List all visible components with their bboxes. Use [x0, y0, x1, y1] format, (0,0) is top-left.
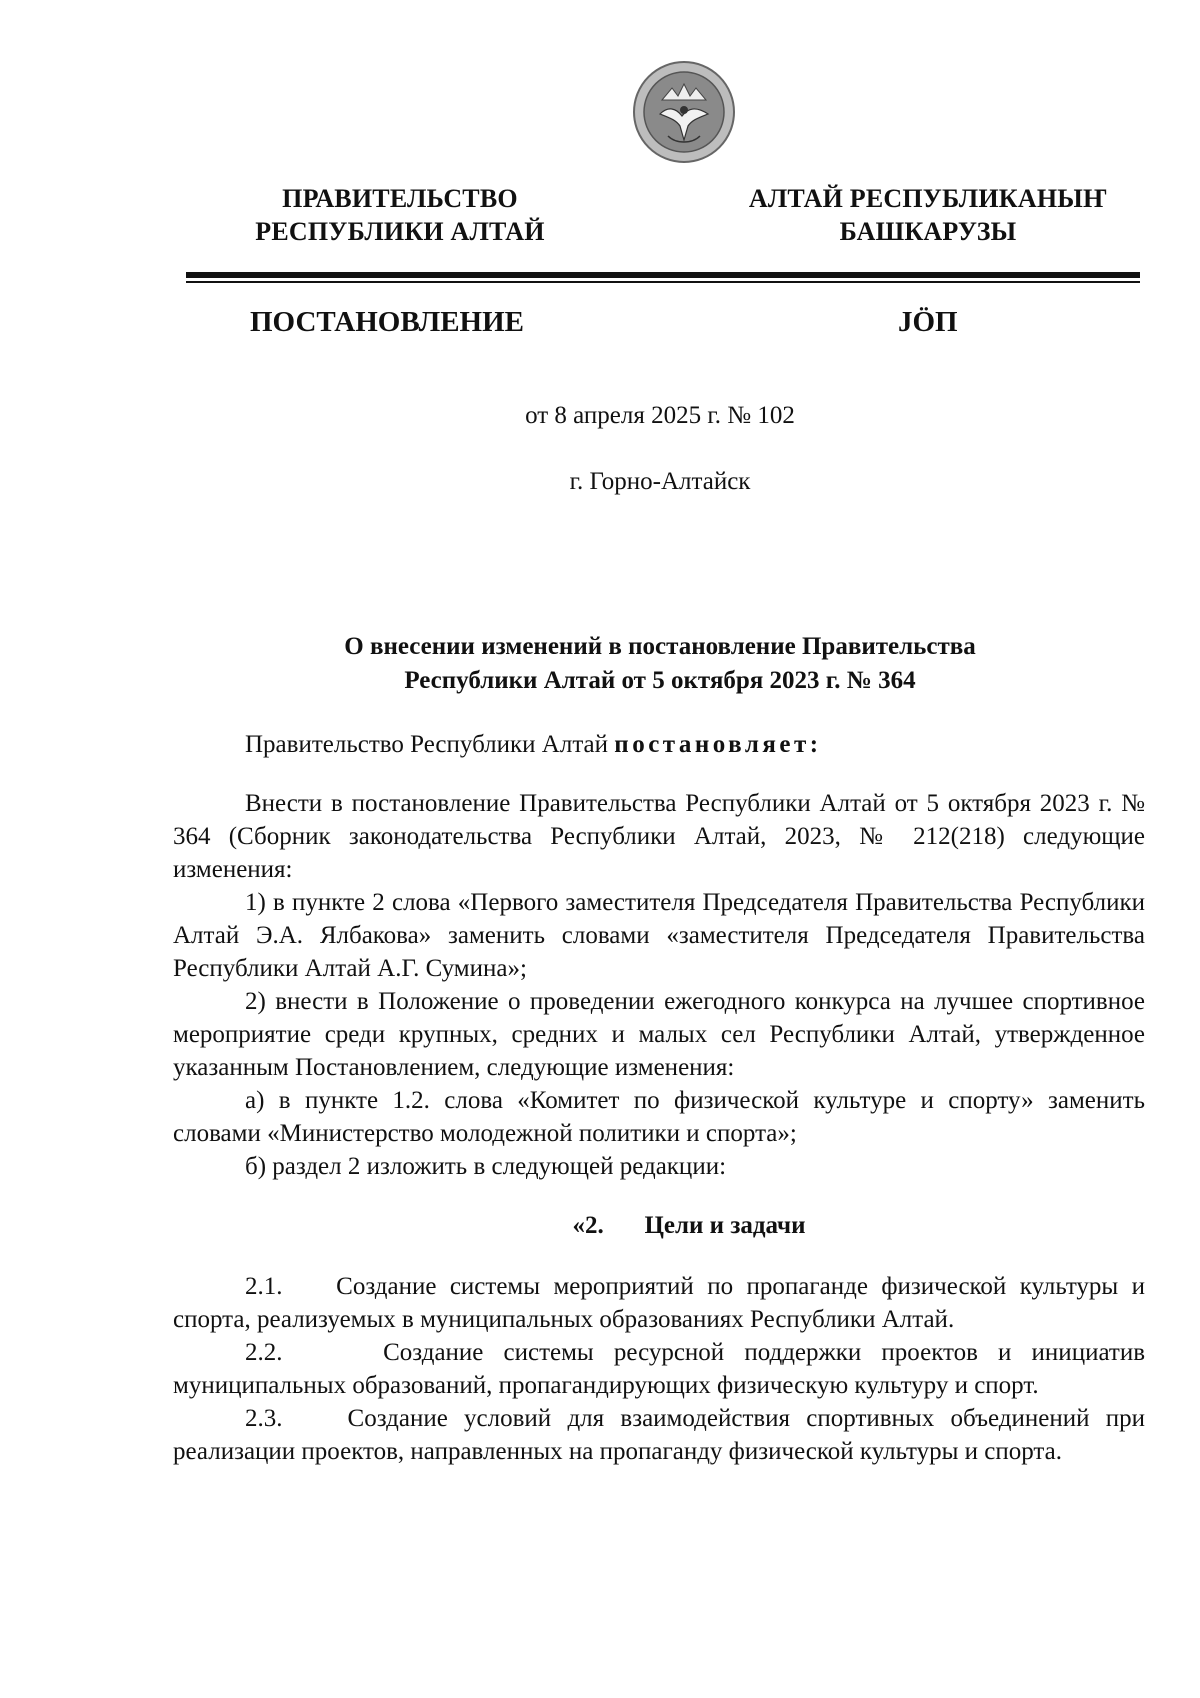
doc-type-russian: ПОСТАНОВЛЕНИЕ: [250, 306, 525, 338]
header-left-russian: [230, 182, 570, 248]
section-heading: [173, 1209, 1145, 1242]
intro-verb: постановляет:: [614, 731, 822, 758]
header-divider-thin: [186, 281, 1140, 283]
doc-type-altai: JÖП: [898, 306, 958, 338]
item-number: 2.2.: [245, 1339, 283, 1366]
header-divider-thick: [186, 272, 1140, 278]
section-title: Цели и задачи: [644, 1212, 806, 1239]
republic-altai-emblem-icon: [632, 60, 736, 164]
intro-lead: Правительство Республики Алтай: [245, 731, 615, 758]
intro-paragraph: [173, 728, 1145, 761]
header-left-line1: ПРАВИТЕЛЬСТВО: [282, 184, 518, 213]
item-text: Создание системы ресурсной поддержки проектов и инициатив муниципальных образований, пропагандирующих физическую культуру и спорт.: [173, 1339, 1146, 1399]
paragraph-1: Внести в постановление Правительства Республики Алтай от 5 октября 2023 г. № 364 (Сборник законодательства Республики Алтай, 2023, № 212(218) следующие изменения:: [173, 790, 1145, 883]
title-line2: Республики Алтай от 5 октября 2023 г. № 364: [404, 667, 916, 694]
list-item: [173, 1336, 1145, 1402]
header-right-line2: БАШКАРУЗЫ: [839, 217, 1017, 246]
paragraph-2: 1) в пункте 2 слова «Первого заместителя Председателя Правительства Республики Алтай Э.А. Ялбакова» заменить словами «заместителя Председателя Правительства Республики Алтай А.Г. Сумина»;: [173, 889, 1145, 982]
header-right-line1: АЛТАЙ РЕСПУБЛИКАНЫҤ: [748, 184, 1108, 213]
item-text: Создание системы мероприятий по пропаганде физической культуры и спорта, реализуемых в муниципальных образованиях Республики Алтай.: [173, 1273, 1146, 1333]
item-number: 2.3.: [245, 1405, 283, 1432]
document-date: от 8 апреля 2025 г. № 102: [525, 402, 795, 429]
paragraph-3: 2) внести в Положение о проведении ежегодного конкурса на лучшее спортивное мероприятие среди крупных, средних и малых сел Республики Алтай, утвержденное указанным Постановлением, следующие изменения:: [173, 988, 1145, 1081]
list-item: [173, 1270, 1145, 1336]
paragraph-5: б) раздел 2 изложить в следующей редакции:: [245, 1153, 727, 1180]
title-line1: О внесении изменений в постановление Правительства: [344, 633, 976, 660]
document-title: [260, 630, 1060, 698]
section-number: «2.: [572, 1212, 604, 1239]
header-left-line2: РЕСПУБЛИКИ АЛТАЙ: [255, 217, 545, 246]
document-body: [173, 728, 1145, 1468]
document-city: г. Горно-Алтайск: [569, 468, 751, 495]
item-number: 2.1.: [245, 1273, 283, 1300]
item-text: Создание условий для взаимодействия спортивных объединений при реализации проектов, направленных на пропаганду физической культуры и спорта.: [173, 1405, 1145, 1465]
paragraph-4: а) в пункте 1.2. слова «Комитет по физической культуре и спорту» заменить словами «Министерство молодежной политики и спорта»;: [173, 1087, 1145, 1147]
list-item: [173, 1402, 1145, 1468]
header-right-altai: [728, 182, 1128, 248]
